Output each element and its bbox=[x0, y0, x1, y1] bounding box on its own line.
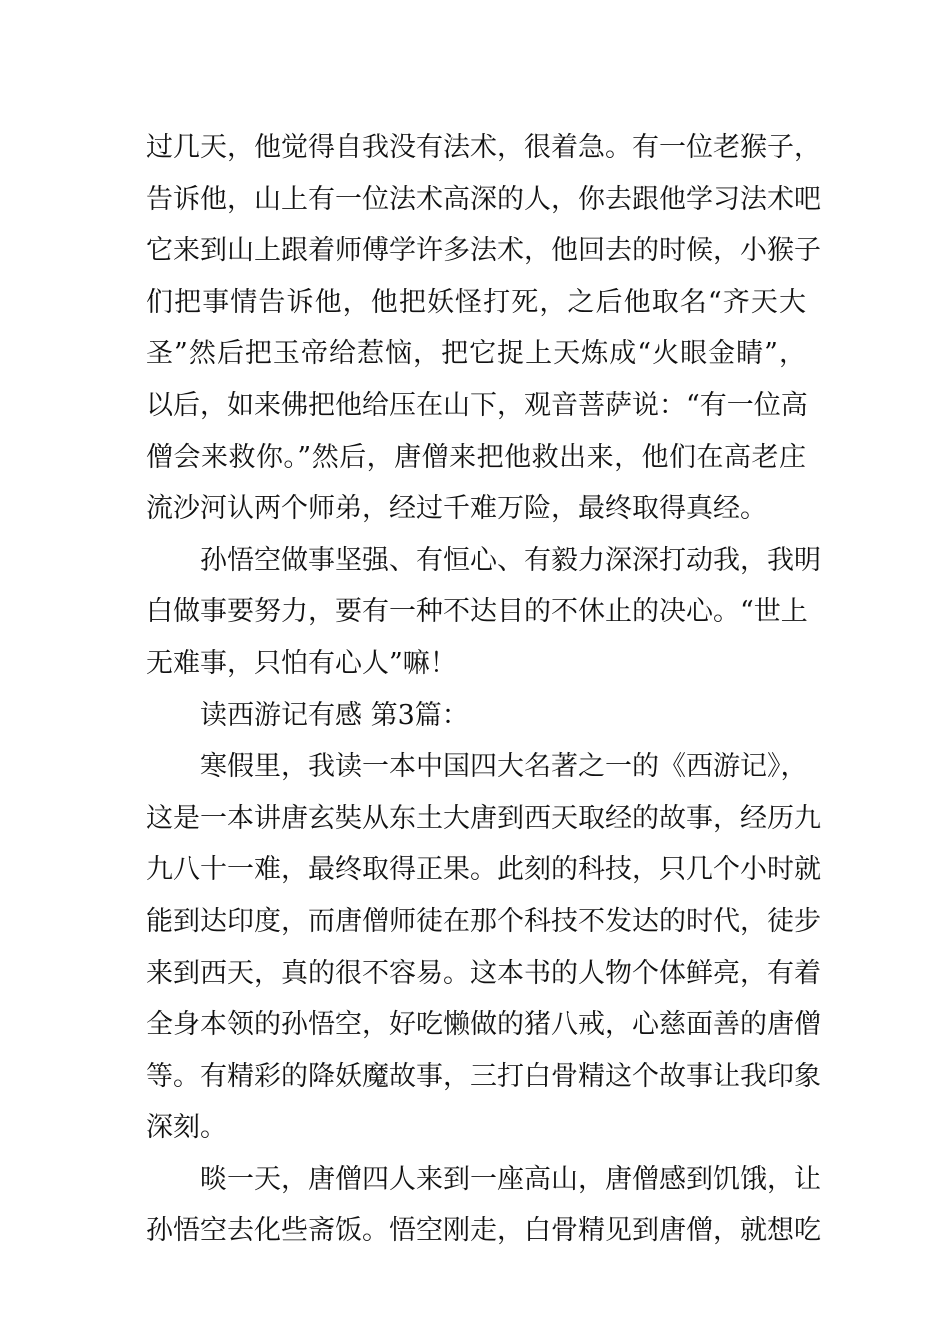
text-line: 流沙河认两个师弟，经过千难万险，最终取得真经。 bbox=[146, 493, 767, 525]
text-line: 告诉他，山上有一位法术高深的人，你去跟他学习法术吧 bbox=[146, 183, 821, 215]
text-line: 过几天，他觉得自我没有法术，很着急。有一位老猴子， bbox=[146, 132, 821, 163]
text-line: 这是一本讲唐玄奘从东土大唐到西天取经的故事，经历九 bbox=[146, 802, 821, 834]
body-text bbox=[146, 122, 821, 1257]
text-line: 深刻。 bbox=[146, 1112, 227, 1144]
text-line: 以后，如来佛把他给压在山下，观音菩萨说：“有一位高 bbox=[146, 389, 808, 421]
text-line: 它来到山上跟着师傅学许多法术，他回去的时候，小猴子 bbox=[146, 235, 821, 267]
paragraph-first-line: 寒假里，我读一本中国四大名著之一的《西游记》， bbox=[200, 751, 808, 783]
text-line: 等。有精彩的降妖魔故事，三打白骨精这个故事让我印象 bbox=[146, 1060, 821, 1092]
text-line: 圣”然后把玉帝给惹恼，把它捉上天炼成“火眼金睛”， bbox=[146, 338, 806, 370]
paragraph-first-line: 晱一天，唐僧四人来到一座高山，唐僧感到饥饿，让 bbox=[200, 1163, 821, 1195]
text-line: 孙悟空去化些斋饭。悟空刚走，白骨精见到唐僧，就想吃 bbox=[146, 1215, 821, 1247]
text-line: 九八十一难，最终取得正果。此刻的科技，只几个小时就 bbox=[146, 854, 821, 886]
text-line: 白做事要努力，要有一种不达目的不休止的决心。“世上 bbox=[146, 596, 808, 628]
section-heading: 读西游记有感 第3篇： bbox=[200, 699, 469, 731]
text-line: 全身本领的孙悟空，好吃懒做的猪八戒，心慈面善的唐僧 bbox=[146, 1009, 821, 1041]
text-line: 们把事情告诉他，他把妖怪打死，之后他取名“齐天大 bbox=[146, 286, 806, 318]
text-line: 无难事，只怕有心人”嘛！ bbox=[146, 647, 457, 679]
text-line: 能到达印度，而唐僧师徒在那个科技不发达的时代，徒步 bbox=[146, 905, 821, 937]
text-line: 僧会来救你。”然后，唐僧来把他救出来，他们在高老庄 bbox=[146, 441, 806, 473]
text-line: 来到西天，真的很不容易。这本书的人物个体鲜亮，有着 bbox=[146, 957, 821, 989]
paragraph-first-line: 孙悟空做事坚强、有恒心、有毅力深深打动我，我明 bbox=[200, 544, 821, 576]
